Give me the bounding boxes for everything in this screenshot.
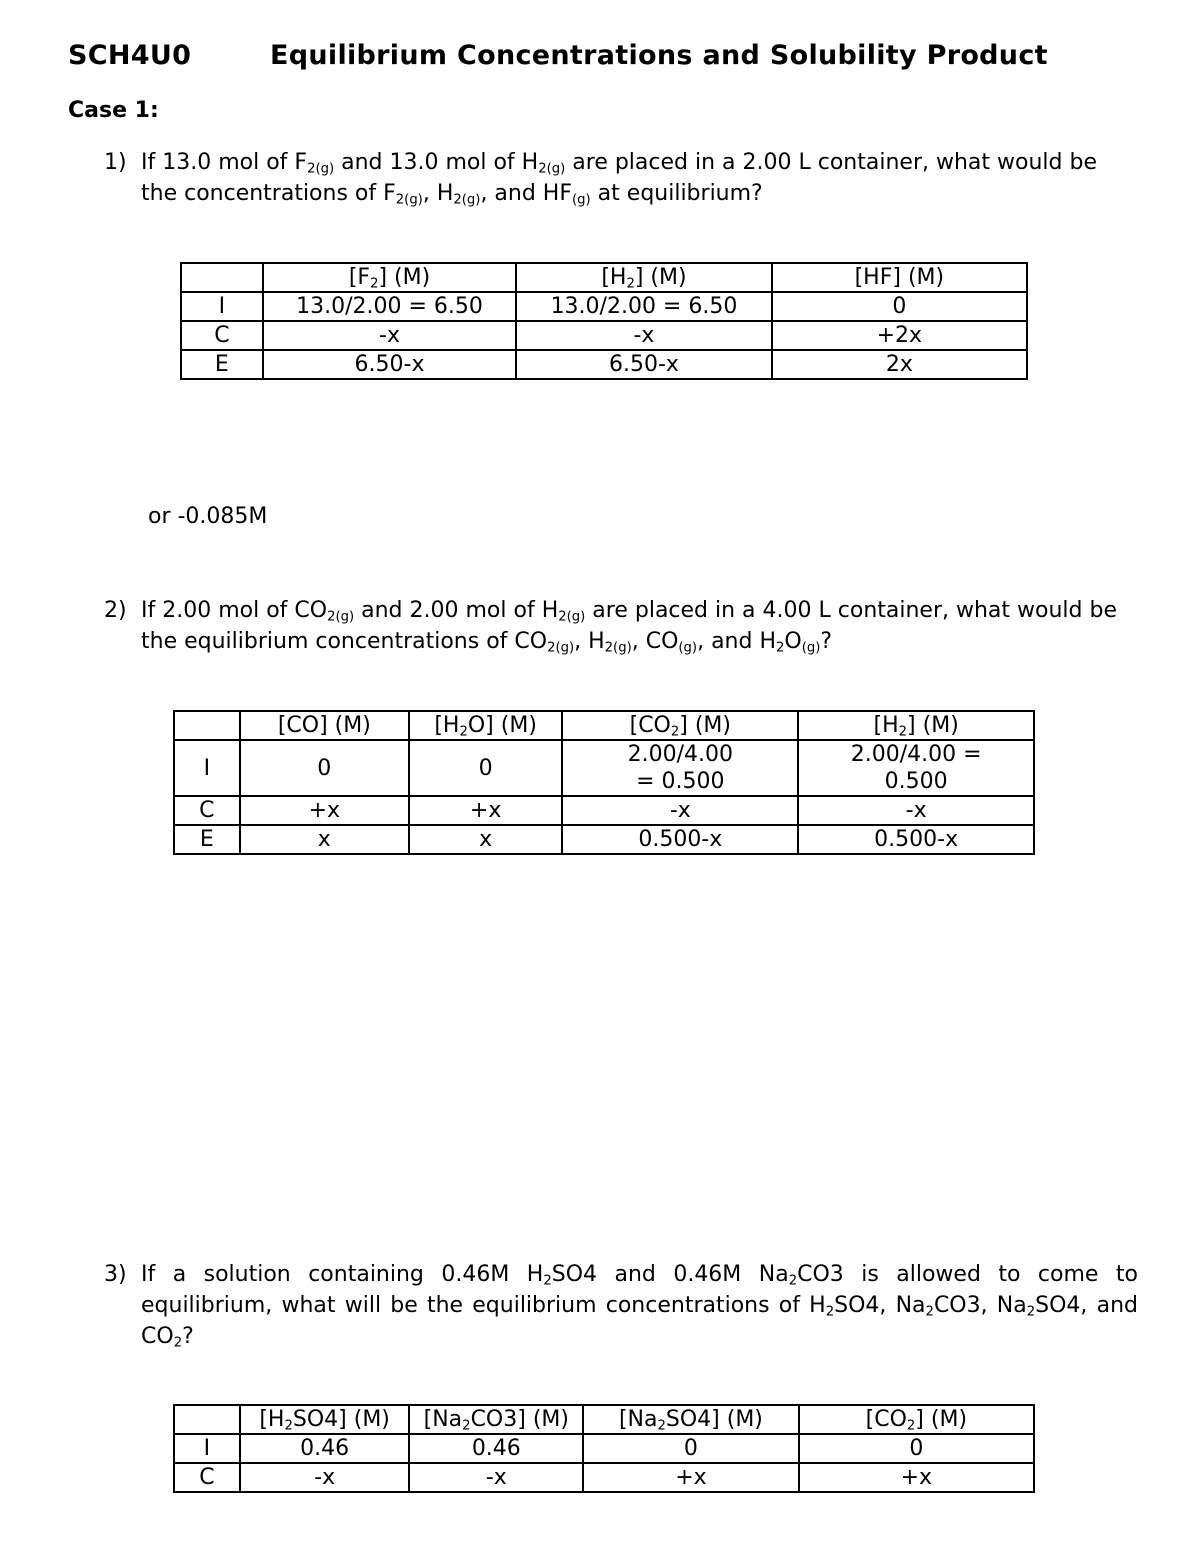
table-cell: $[Na_2SO4]$ (M) xyxy=(583,1405,799,1434)
table-cell: -x xyxy=(798,796,1034,825)
table-cell: $[H_2O]$ (M) xyxy=(409,711,562,740)
answer-note: or -0.085M xyxy=(148,504,268,529)
question-text: If 2.00 mol of $CO_{2(g)}$ and 2.00 mol of $H_{2(g)}$ are placed in a 4.00 L container, what would be the equilibrium concentrations of $CO_{2(g)}$, $H_{2(g)}$, $CO_{(g)}$, and $H_2O_{(g)}$? xyxy=(141,598,1117,656)
table-cell: -x xyxy=(562,796,798,825)
table-cell: 0 xyxy=(583,1434,799,1463)
table-cell: $[H_2]$ (M) xyxy=(516,263,771,292)
table-cell: 0.46 xyxy=(240,1434,410,1463)
table-cell: [CO] (M) xyxy=(240,711,409,740)
table-cell: +2x xyxy=(772,321,1027,350)
table-cell: $[Na_2CO3]$ (M) xyxy=(409,1405,583,1434)
table-cell: 0 xyxy=(240,740,409,796)
table-cell: [HF] (M) xyxy=(772,263,1027,292)
table-cell: 2x xyxy=(772,350,1027,379)
row-label: I xyxy=(174,1434,240,1463)
table-cell xyxy=(181,263,263,292)
row-label: E xyxy=(174,825,240,854)
table-cell: $[H_2]$ (M) xyxy=(798,711,1034,740)
table-row xyxy=(174,1463,1034,1492)
table-cell: $[H_2SO4]$ (M) xyxy=(240,1405,410,1434)
table-cell: +x xyxy=(409,796,562,825)
table-header-row xyxy=(174,1405,1034,1434)
table-cell: -x xyxy=(263,321,516,350)
table-cell: 0 xyxy=(409,740,562,796)
table-cell: +x xyxy=(583,1463,799,1492)
table-cell: 0.500-x xyxy=(562,825,798,854)
table-row xyxy=(174,1434,1034,1463)
ice-table-2 xyxy=(173,710,1035,855)
table-header-row xyxy=(174,711,1034,740)
ice-table-1 xyxy=(180,262,1028,380)
row-label: I xyxy=(174,740,240,796)
table-cell: -x xyxy=(516,321,771,350)
table-cell: 0 xyxy=(772,292,1027,321)
table-cell: 0.46 xyxy=(409,1434,583,1463)
table-cell: 6.50-x xyxy=(263,350,516,379)
row-label: C xyxy=(174,796,240,825)
question-number: 2) xyxy=(104,598,127,623)
row-label: C xyxy=(181,321,263,350)
row-label: C xyxy=(174,1463,240,1492)
question-3 xyxy=(104,1259,1138,1352)
table-cell: 0 xyxy=(799,1434,1034,1463)
table-cell: x xyxy=(409,825,562,854)
table-cell: +x xyxy=(799,1463,1034,1492)
table-cell: 6.50-x xyxy=(516,350,771,379)
table-cell: 2.00/4.00 = 0.500 xyxy=(798,740,1034,796)
table-header-row xyxy=(181,263,1027,292)
question-text: If a solution containing 0.46M $H_2SO4$ and 0.46M $Na_2CO3$ is allowed to come to equilibrium, what will be the equilibrium concentrations of $H_2SO4$, $Na_2CO3$, $Na_2SO4$, and $CO_2$? xyxy=(141,1262,1139,1351)
table-row xyxy=(174,796,1034,825)
table-cell: +x xyxy=(240,796,409,825)
row-label: I xyxy=(181,292,263,321)
table-row xyxy=(181,350,1027,379)
table-cell: 13.0/2.00 = 6.50 xyxy=(516,292,771,321)
table-row xyxy=(174,740,1034,796)
table-cell: 0.500-x xyxy=(798,825,1034,854)
row-label: E xyxy=(181,350,263,379)
table-cell: 2.00/4.00 = 0.500 xyxy=(562,740,798,796)
table-cell: 13.0/2.00 = 6.50 xyxy=(263,292,516,321)
course-code: SCH4U0 xyxy=(68,40,192,71)
table-cell: $[CO_2]$ (M) xyxy=(799,1405,1034,1434)
case-label: Case 1: xyxy=(68,98,159,123)
question-number: 1) xyxy=(104,150,127,175)
question-text: If 13.0 mol of $F_{2(g)}$ and 13.0 mol of $H_{2(g)}$ are placed in a 2.00 L container, what would be the concentrations of $F_{2(g)}$, $H_{2(g)}$, and $HF_{(g)}$ at equilibrium? xyxy=(141,150,1097,208)
question-1 xyxy=(104,147,1138,209)
table-cell xyxy=(174,711,240,740)
table-row xyxy=(174,825,1034,854)
ice-table-3 xyxy=(173,1404,1035,1493)
table-cell: $[F_2]$ (M) xyxy=(263,263,516,292)
table-row xyxy=(181,321,1027,350)
page-title: Equilibrium Concentrations and Solubility Product xyxy=(270,40,1048,71)
table-row xyxy=(181,292,1027,321)
table-cell: -x xyxy=(240,1463,410,1492)
question-2 xyxy=(104,595,1138,657)
table-cell: $[CO_2]$ (M) xyxy=(562,711,798,740)
question-number: 3) xyxy=(104,1262,127,1287)
table-cell xyxy=(174,1405,240,1434)
table-cell: x xyxy=(240,825,409,854)
table-cell: -x xyxy=(409,1463,583,1492)
